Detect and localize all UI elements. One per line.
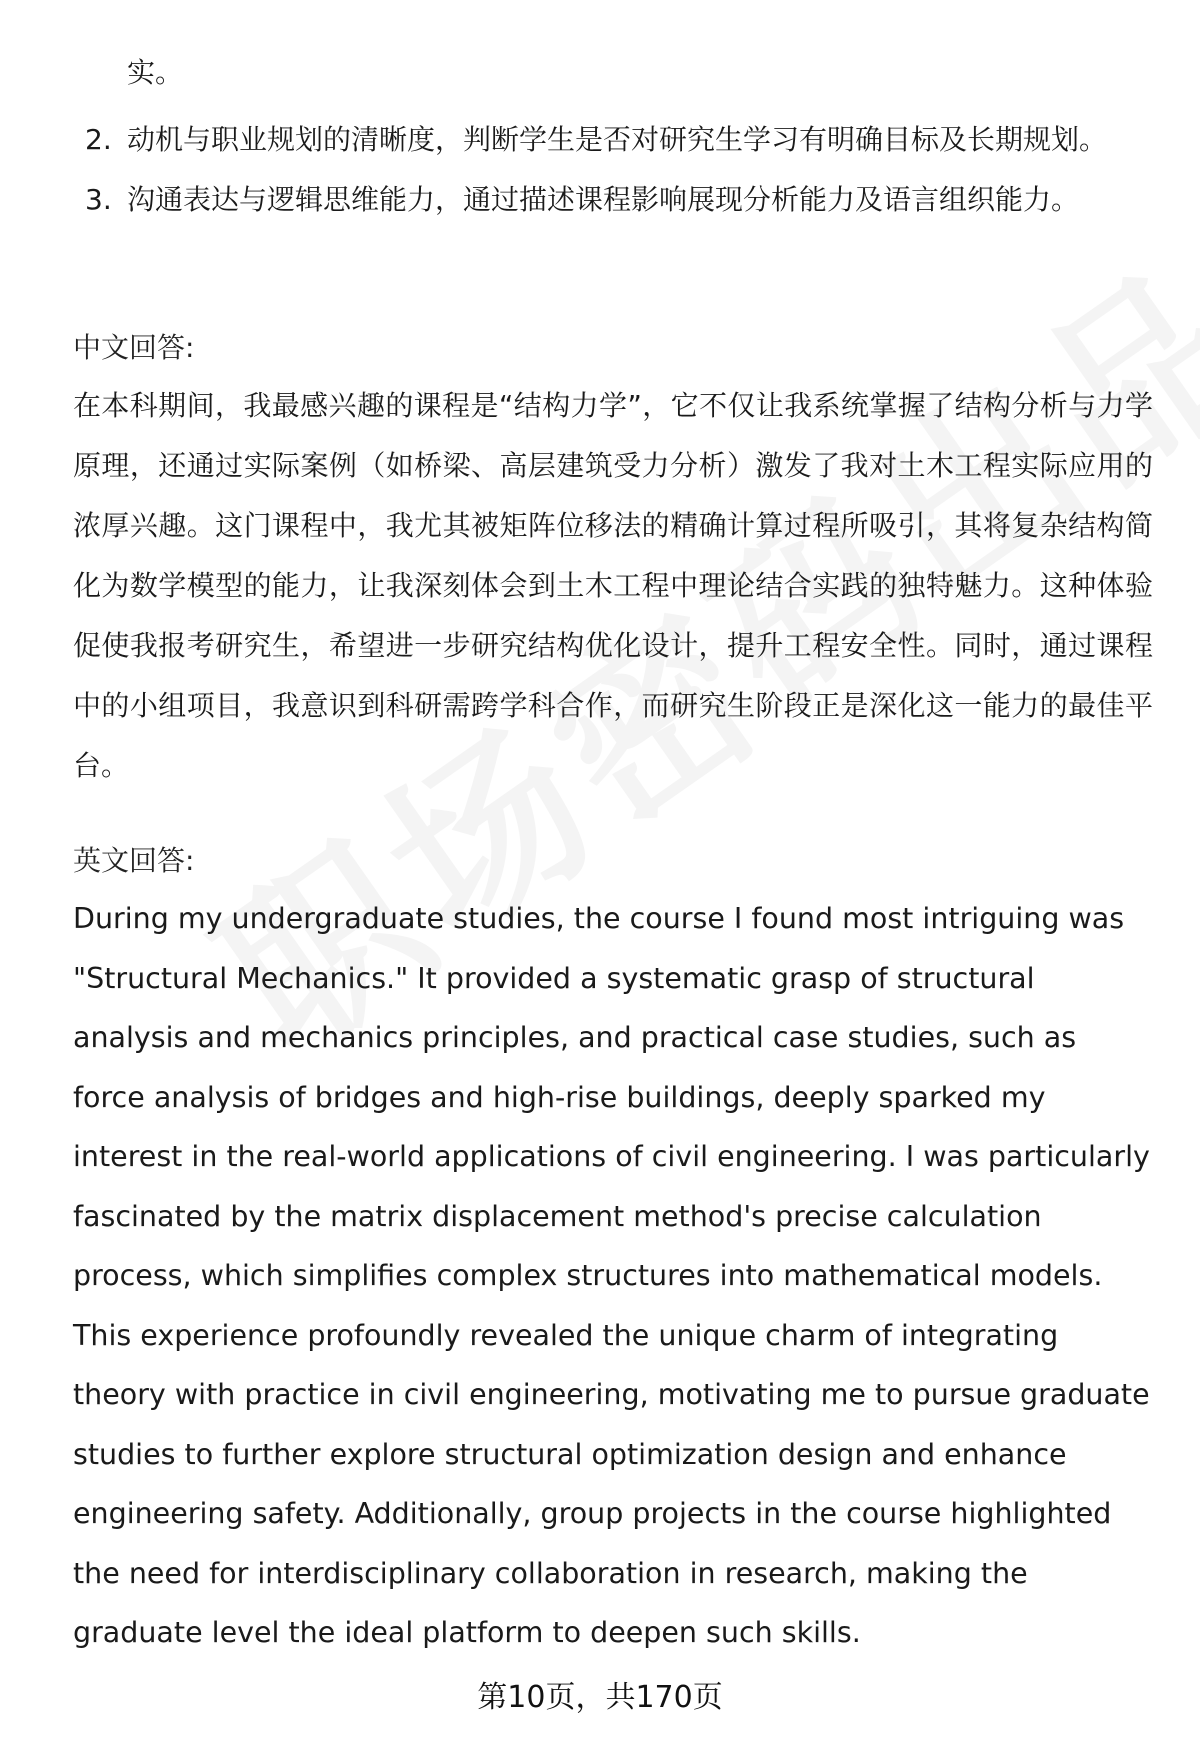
list-item-text: 沟通表达与逻辑思维能力，通过描述课程影响展现分析能力及语言组织能力。 — [127, 183, 1080, 216]
page-number: 第10页，共170页 — [477, 1680, 723, 1715]
evaluation-criteria-list — [0, 110, 1200, 230]
english-answer-section — [73, 833, 1153, 1663]
list-number: 2. — [85, 123, 112, 156]
list-item — [0, 170, 1127, 230]
chinese-answer-section — [73, 320, 1153, 796]
chinese-answer-body: 在本科期间，我最感兴趣的课程是“结构力学”，它不仅让我系统掌握了结构分析与力学原理，还通过实际案例（如桥梁、高层建筑受力分析）激发了我对土木工程实际应用的浓厚兴趣。这门课程中，我尤其被矩阵位移法的精确计算过程所吸引，其将复杂结构简化为数学模型的能力，让我深刻体会到土木工程中理论结合实践的独特魅力。这种体验促使我报考研究生，希望进一步研究结构优化设计，提升工程安全性。同时，通过课程中的小组项目，我意识到科研需跨学科合作，而研究生阶段正是深化这一能力的最佳平台。 — [73, 389, 1153, 782]
list-item — [0, 110, 1127, 170]
english-answer-label: 英文回答: — [73, 844, 195, 877]
list-item-text: 动机与职业规划的清晰度，判断学生是否对研究生学习有明确目标及长期规划。 — [127, 123, 1108, 156]
english-answer-body: During my undergraduate studies, the course I found most intriguing was "Structural Mechanics." It provided a systematic grasp of structural analysis and mechanics principles, and practical case studies, such as force analysis of bridges and high-rise buildings, deeply sparked my interest in the real-world applications of civil engineering. I was particularly fascinated by the matrix displacement method's precise calculation process, which simplifies complex structures into mathematical models. This experience profoundly revealed the unique charm of integrating theory with practice in civil engineering, motivating me to pursue graduate studies to further explore structural optimization design and enhance engineering safety. Additionally, group projects in the course highlighted the need for interdisciplinary collaboration in research, making the graduate level the ideal platform to deepen such skills. — [73, 902, 1150, 1649]
chinese-answer-label: 中文回答: — [73, 331, 195, 364]
list-number: 3. — [85, 183, 112, 216]
page-footer — [0, 1668, 1200, 1728]
continued-list-text: 实。 — [127, 56, 184, 89]
